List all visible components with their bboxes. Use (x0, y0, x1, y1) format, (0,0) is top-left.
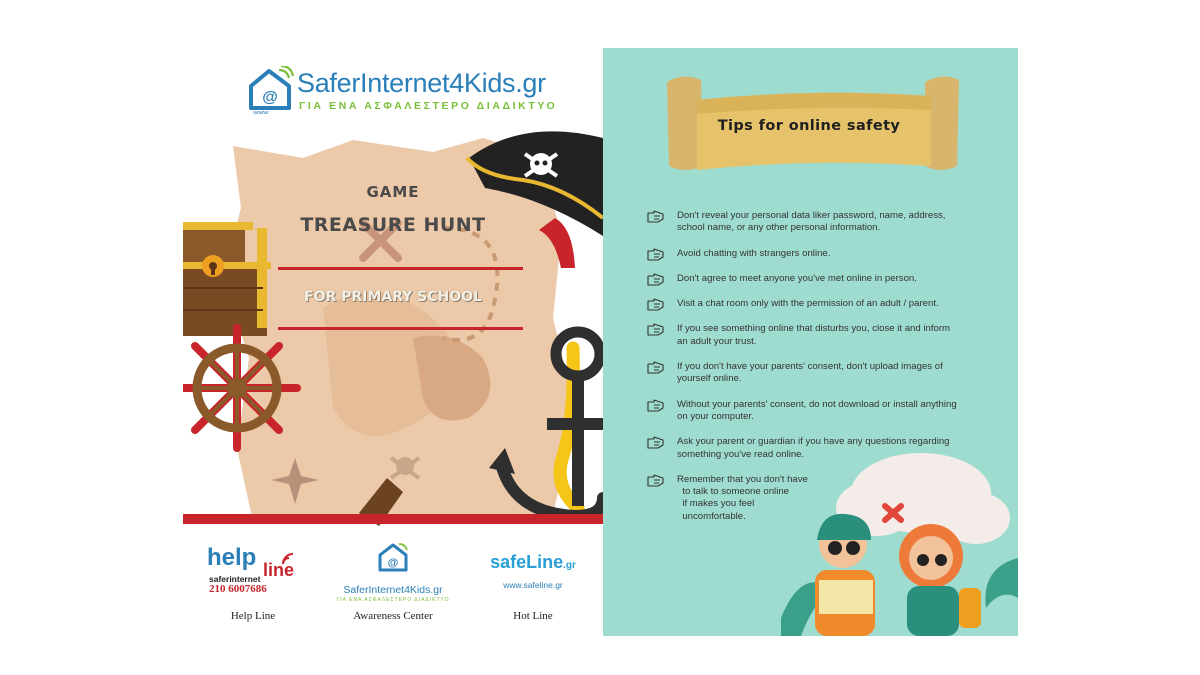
safeline-caption: Hot Line (513, 610, 553, 622)
safeline-url[interactable]: www.safeline.gr (503, 580, 563, 590)
hand-pointer-icon (647, 436, 667, 449)
hand-pointer-icon (647, 210, 667, 223)
cover-divider-top (278, 267, 523, 270)
hand-pointer-icon (647, 474, 667, 487)
cover-subtitle: FOR PRIMARY SCHOOL (304, 289, 482, 305)
tip-item (647, 323, 987, 348)
tip-text-line: to talk to someone online (677, 486, 789, 498)
tip-text-line: If you see something online that disturbs you, close it and inform (677, 323, 951, 335)
tip-text-line: Visit a chat room only with the permission of an adult / parent. (677, 298, 939, 310)
tip-text-line: Remember that you don't have (677, 473, 808, 485)
tip-item (647, 210, 987, 235)
kids-explorers-illustration (781, 448, 1018, 636)
footer-logos (183, 528, 603, 636)
logo-www-text: www (253, 110, 269, 114)
hand-pointer-icon (647, 248, 667, 261)
boy-explorer (815, 514, 875, 636)
awareness-brand: SaferInternet4Kids.gr (343, 584, 443, 596)
tip-item (647, 273, 987, 285)
hand-pointer-icon (647, 361, 667, 374)
ship-wheel (183, 328, 297, 448)
tip-text-line: yourself online. (677, 373, 742, 385)
tip-text-line: if makes you feel (677, 498, 755, 510)
tip-text-line: school name, or any other personal information. (677, 222, 881, 234)
tip-text-line: If you don't have your parents' consent, don't upload images of (677, 361, 943, 373)
logo-at-icon (243, 66, 295, 114)
cover-title: TREASURE HUNT (300, 214, 486, 236)
tip-text-line: Don't reveal your personal data liker password, name, address, (677, 210, 946, 221)
logo-brand-name: SaferInternet4Kids.gr (297, 68, 546, 98)
safeline-tld: .gr (563, 560, 576, 571)
hand-pointer-icon (647, 399, 667, 412)
tip-item (647, 248, 987, 260)
hand-pointer-icon (647, 273, 667, 286)
tip-text-line: something you've read online. (677, 448, 805, 460)
awareness-caption: Awareness Center (353, 610, 433, 622)
tip-text-line: Ask your parent or guardian if you have any questions regarding (677, 436, 950, 448)
tip-text-line: an adult your trust. (677, 335, 757, 347)
cover-red-strip (183, 514, 603, 524)
hand-pointer-icon (647, 323, 667, 336)
tip-text-line: Don't agree to meet anyone you've met online in person. (677, 272, 917, 284)
treasure-map-illustration (183, 118, 603, 528)
tip-text-line: Avoid chatting with strangers online. (677, 247, 831, 259)
tip-text-line: Without your parents' consent, do not download or install anything (677, 398, 957, 410)
leaf-right (985, 558, 1018, 608)
helpline-line-text: line (263, 560, 295, 580)
treasure-chest (183, 222, 271, 336)
tip-text-line: on your computer. (677, 410, 754, 422)
tip-item (647, 361, 987, 386)
helpline-caption: Help Line (230, 610, 276, 622)
saferinternet4kids-logo[interactable] (243, 66, 573, 114)
tips-title: Tips for online safety (717, 118, 901, 134)
mini-logo-at-icon (376, 542, 410, 574)
safeline-name-text: safeLine (490, 552, 564, 572)
cover-page (183, 48, 603, 636)
hand-pointer-icon (647, 298, 667, 311)
tip-item (647, 399, 987, 424)
helpline-phone[interactable]: 210 6007686 (209, 583, 267, 595)
logo-at-glyph: @ (262, 89, 278, 106)
helpline-help-text: help (207, 544, 257, 571)
awareness-tagline: ΓΙΑ ΕΝΑ ΑΣΦΑΛΕΣΤΕΡΟ ΔΙΑΔΙΚΤΥΟ (336, 597, 450, 603)
tip-text-line: uncomfortable. (677, 510, 746, 522)
safeline-name (463, 552, 603, 573)
cover-divider-bottom (278, 327, 523, 330)
mini-logo-at-glyph: @ (387, 557, 399, 569)
tips-page (603, 48, 1018, 636)
cover-game-label: GAME (366, 183, 420, 201)
logo-tagline: ΓΙΑ ΕΝΑ ΑΣΦΑΛΕΣΤΕΡΟ ΔΙΑΔΙΚΤΥΟ (299, 100, 558, 112)
tip-item (647, 298, 987, 310)
helpline-org-text: saferinternet (209, 574, 261, 584)
